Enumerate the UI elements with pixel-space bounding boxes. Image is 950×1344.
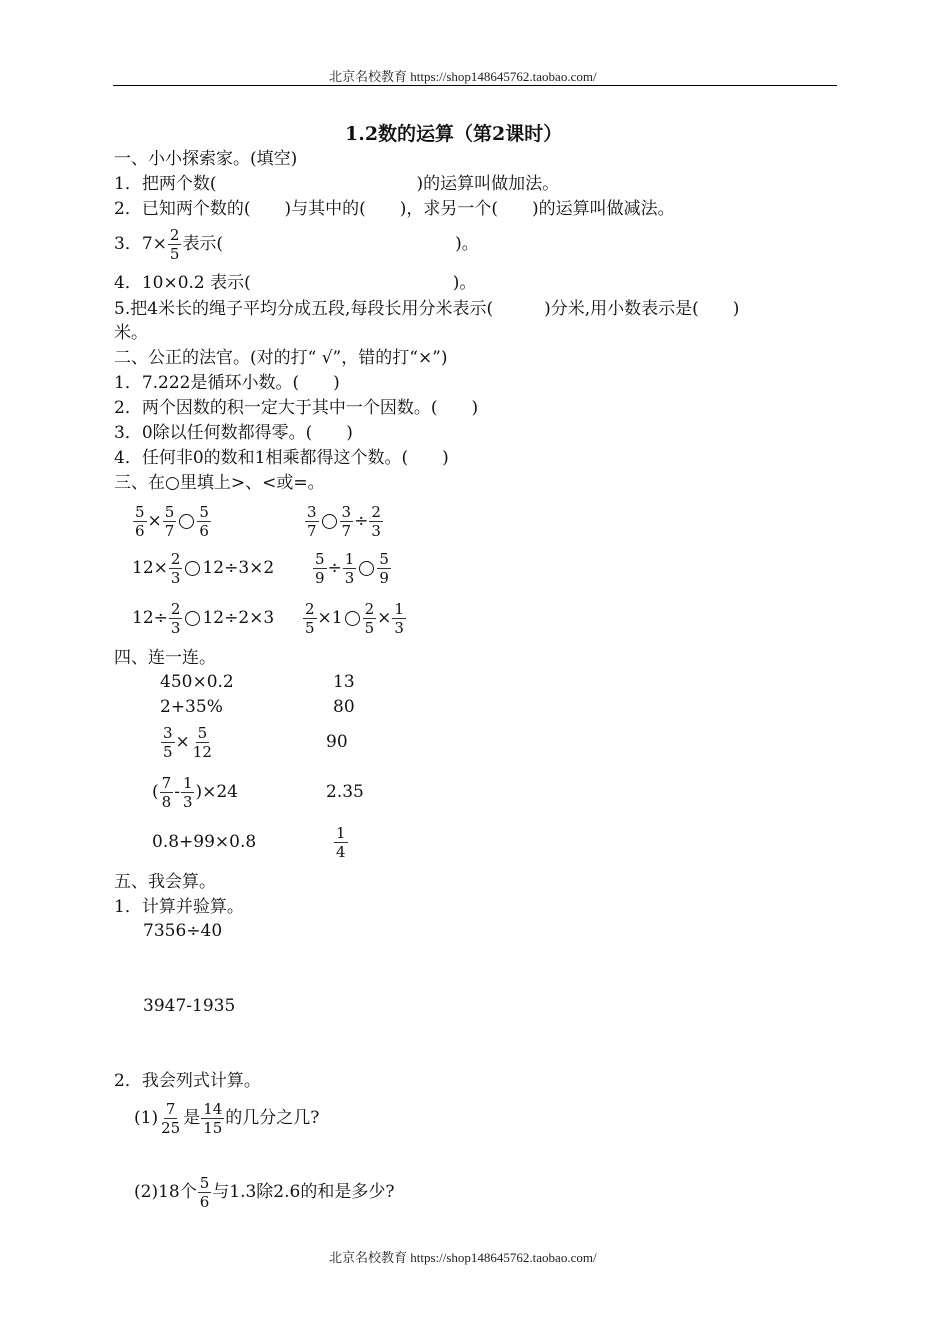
match-right-3[interactable]: 90	[326, 732, 348, 752]
compare-circle[interactable]	[185, 561, 200, 576]
match-left-5[interactable]: 0.8+99×0.8	[152, 832, 257, 852]
s3-compare-a3: 12÷ $\frac{2}{3}$ 12÷2×3	[132, 599, 275, 637]
s1-q5-line1: 5.把4米长的绳子平均分成五段,每段长用分米表示( )分米,用小数表示是( )	[114, 299, 740, 319]
section-5-heading: 五、我会算。	[114, 872, 216, 892]
match-right-2[interactable]: 80	[333, 697, 355, 717]
match-left-1[interactable]: 450×0.2	[160, 672, 234, 692]
s3-compare-a1: $\frac{5}{6}$ × $\frac{5}{7}$ $\frac{5}{6}$	[135, 502, 209, 540]
section-4-heading: 四、连一连。	[114, 648, 216, 668]
page-title: 1.2数的运算（第2课时）	[345, 123, 563, 145]
header-rule	[113, 85, 837, 86]
s1-q2: 2．已知两个数的( )与其中的( )，求另一个( )的运算叫做减法。	[114, 199, 675, 219]
s1-q4: 4．10×0.2 表示( )。	[114, 273, 477, 293]
match-left-2[interactable]: 2+35%	[160, 697, 223, 717]
s3-compare-b3: $\frac{2}{5}$ ×1 $\frac{2}{5}$ × $\frac{1}{3}$	[305, 599, 404, 637]
match-right-4[interactable]: 2.35	[326, 782, 364, 802]
match-left-4[interactable]: ( $\frac{7}{8}$ - $\frac{1}{3}$ )×24	[152, 773, 238, 811]
s5-part-2: 2．我会列式计算。	[114, 1071, 261, 1091]
s2-q3: 3．0除以任何数都得零。( )	[114, 423, 353, 443]
s2-q1: 1．7.222是循环小数。( )	[114, 373, 340, 393]
s5-question-1: (1) $\frac{7}{25}$ 是 $\frac{14}{15}$ 的几分之几?	[134, 1099, 320, 1137]
compare-circle[interactable]	[185, 611, 200, 626]
match-left-3[interactable]: $\frac{3}{5}$ × $\frac{5}{12}$	[163, 723, 212, 761]
page-footer: 北京名校教育 https://shop148645762.taobao.com/	[329, 1250, 597, 1265]
s2-q4: 4．任何非0的数和1相乘都得这个数。( )	[114, 448, 449, 468]
s5-question-2: (2)18个 $\frac{5}{6}$ 与1.3除2.6的和是多少?	[134, 1173, 395, 1211]
s3-compare-b1: $\frac{3}{7}$ $\frac{3}{7}$ ÷ $\frac{2}{3}$	[307, 502, 381, 540]
s3-compare-b2: $\frac{5}{9}$ ÷ $\frac{1}{3}$ $\frac{5}{9}$	[315, 549, 389, 587]
s1-q5-line2: 米。	[114, 323, 148, 343]
page-header: 北京名校教育 https://shop148645762.taobao.com/	[329, 69, 597, 84]
section-2-heading: 二、公正的法官。(对的打“ √”，错的打“×”)	[114, 348, 448, 368]
s5-expression-1: 7356÷40	[143, 921, 223, 941]
s5-expression-2: 3947-1935	[143, 996, 236, 1016]
compare-circle[interactable]	[359, 561, 374, 576]
section-3-heading: 三、在○里填上>、<或=。	[114, 473, 325, 493]
s5-part-1: 1．计算并验算。	[114, 897, 244, 917]
section-1-heading: 一、小小探索家。(填空)	[114, 149, 298, 169]
s1-q3: 3．7× $\frac{2}{5}$ 表示( )。	[114, 225, 479, 263]
compare-circle[interactable]	[322, 514, 337, 529]
s1-q1: 1．把两个数( )的运算叫做加法。	[114, 174, 560, 194]
fraction: $\frac{2}{5}$	[169, 225, 180, 263]
compare-circle[interactable]	[345, 611, 360, 626]
s3-compare-a2: 12× $\frac{2}{3}$ 12÷3×2	[132, 549, 275, 587]
s2-q2: 2．两个因数的积一定大于其中一个因数。( )	[114, 398, 479, 418]
match-right-5[interactable]: $\frac{1}{4}$	[336, 823, 346, 861]
compare-circle[interactable]	[179, 514, 194, 529]
match-right-1[interactable]: 13	[333, 672, 355, 692]
